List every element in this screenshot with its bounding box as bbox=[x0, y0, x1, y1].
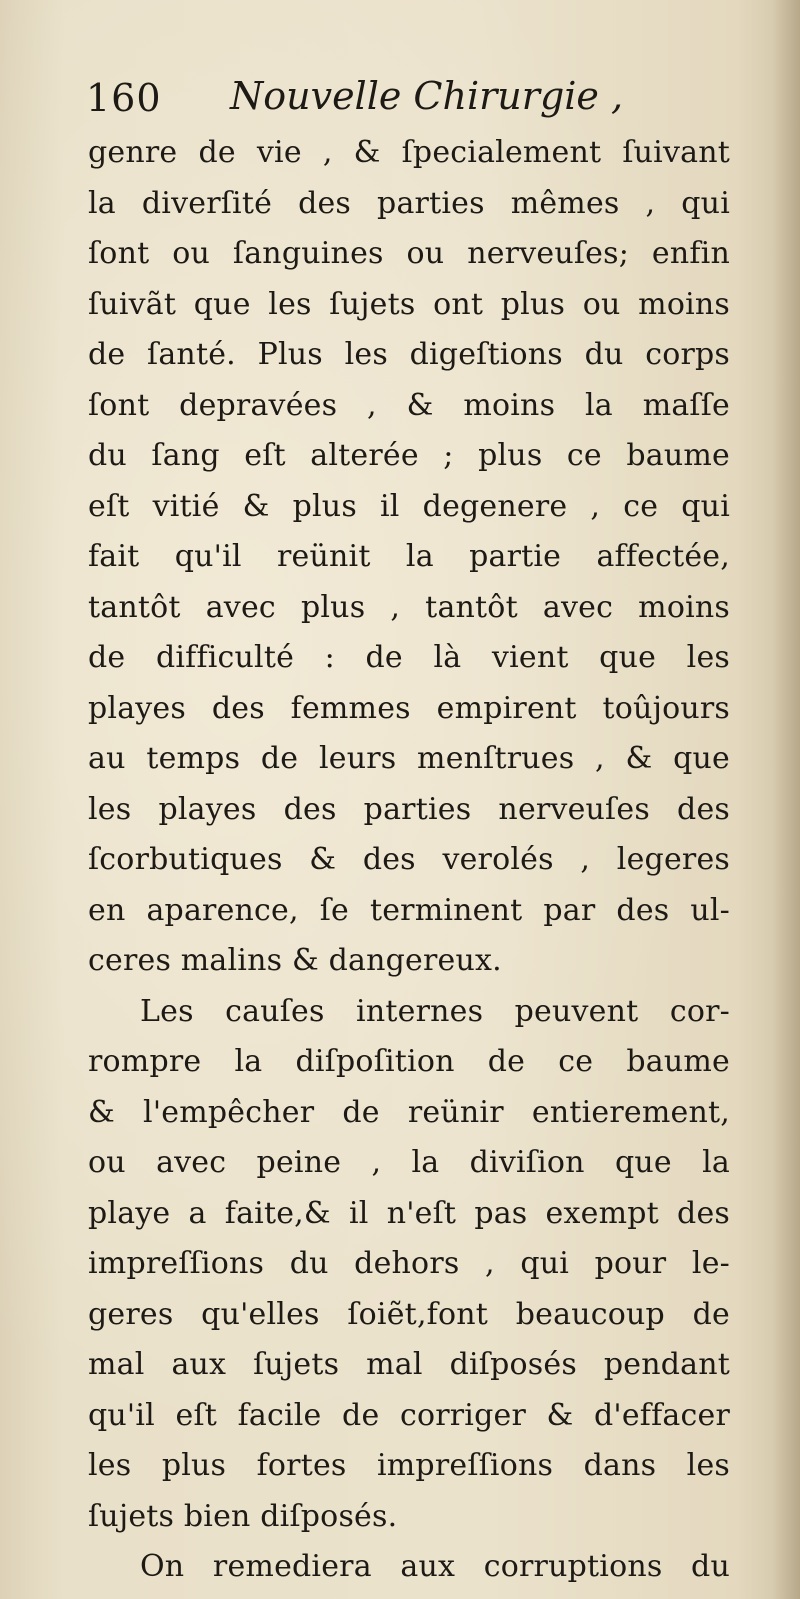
text-line: ſcorbutiques & des verolés , legeres bbox=[88, 842, 730, 877]
text-line: rompre la diſpoſition de ce baume bbox=[88, 1044, 730, 1079]
text-line: la diverſité des parties mêmes , qui bbox=[88, 185, 730, 221]
text-line: ſont depravées , & moins la maſſe bbox=[88, 387, 730, 423]
text-line: du ſang eſt alterée ; plus ce baume bbox=[88, 438, 730, 473]
running-title: Nouvelle Chirurgie , bbox=[230, 74, 624, 118]
text-line: genre de vie , & ſpecialement ſuivant bbox=[88, 135, 730, 170]
text-line: & l'empêcher de reünir entierement, bbox=[88, 1094, 730, 1130]
text-line: impreſſions du dehors , qui pour le- bbox=[88, 1246, 730, 1281]
body-text bbox=[88, 128, 730, 1593]
text-line: geres qu'elles ſoiẽt,font beaucoup de bbox=[88, 1296, 730, 1332]
paragraph-end-line: ceres malins & dangereux. bbox=[88, 943, 502, 978]
text-line: fait qu'il reünit la partie affectée, bbox=[88, 539, 730, 574]
text-line: ſont ou ſanguines ou nerveuſes; enfin bbox=[88, 236, 730, 271]
text-line: ou avec peine , la diviſion que la bbox=[88, 1145, 730, 1180]
text-line: les playes des parties nerveuſes des bbox=[88, 791, 730, 827]
text-line: de difficulté : de là vient que les bbox=[88, 640, 730, 675]
page-number: 160 bbox=[86, 76, 162, 120]
text-line: playe a faite,& il n'eſt pas exempt des bbox=[88, 1195, 730, 1231]
paragraph-start-line: Les cauſes internes peuvent cor- bbox=[140, 993, 730, 1029]
text-line: les plus fortes impreſſions dans les bbox=[88, 1448, 730, 1483]
text-line: eſt vitié & plus il degenere , ce qui bbox=[88, 488, 730, 524]
text-line: ſuivãt que les ſujets ont plus ou moins bbox=[88, 286, 730, 322]
paragraph-end-line: ſujets bien diſposés. bbox=[88, 1498, 398, 1534]
page-edge-shadow bbox=[772, 0, 800, 1599]
text-line: mal aux ſujets mal diſposés pendant bbox=[88, 1347, 730, 1382]
text-line: playes des femmes empirent toûjours bbox=[88, 690, 730, 726]
text-line: de ſanté. Plus les digeſtions du corps bbox=[88, 337, 730, 372]
page-header bbox=[86, 70, 726, 126]
text-line: au temps de leurs menſtrues , & que bbox=[88, 741, 730, 776]
paragraph-start-line: On remediera aux corruptions du bbox=[140, 1549, 730, 1584]
text-line: qu'il eſt facile de corriger & d'effacer bbox=[88, 1397, 730, 1433]
text-line: en aparence, ſe terminent par des ul- bbox=[88, 892, 730, 928]
text-line: tantôt avec plus , tantôt avec moins bbox=[88, 589, 730, 625]
